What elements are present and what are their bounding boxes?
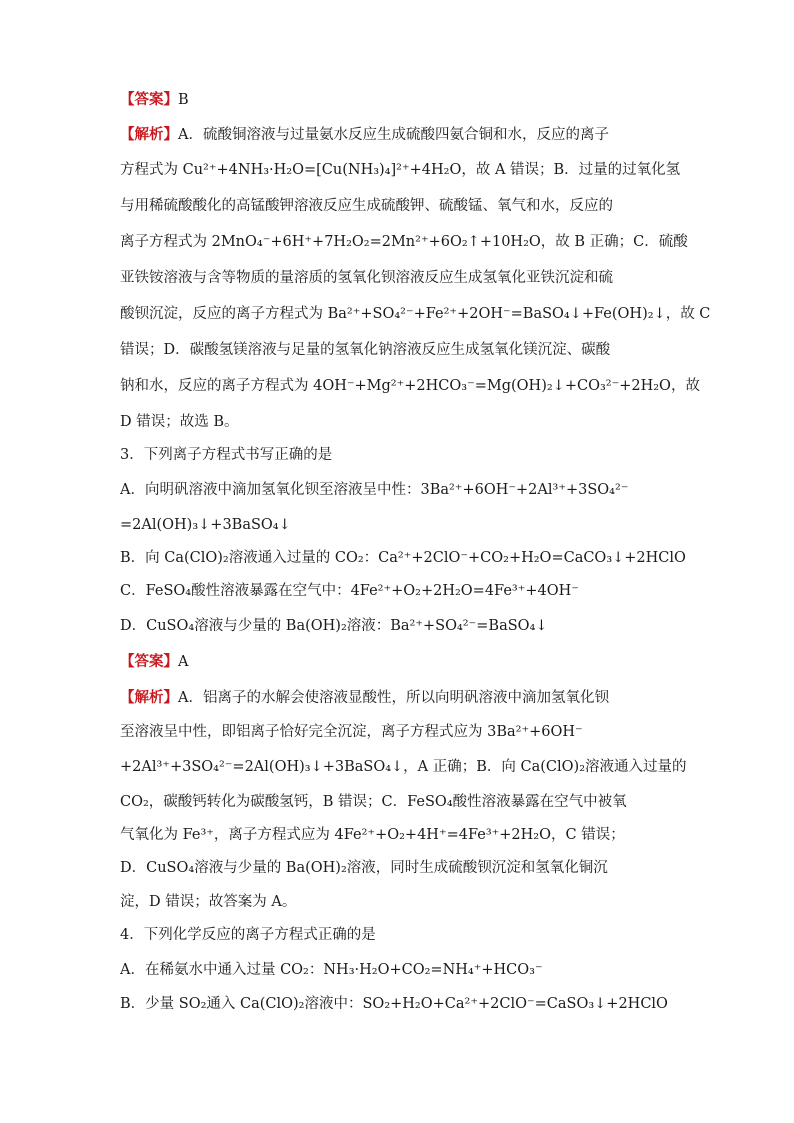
option-b: B．少量 SO₂通入 Ca(ClO)₂溶液中：SO₂+H₂O+Ca²⁺+2ClO⁻=CaSO₃↓+2HClO bbox=[120, 996, 668, 1012]
option-b: B．向 Ca(ClO)₂溶液通入过量的 CO₂：Ca²⁺+2ClO⁻+CO₂+H₂O=CaCO₃↓+2HClO bbox=[120, 550, 686, 566]
analysis-text: A．铝离子的水解会使溶液显酸性，所以向明矾溶液中滴加氢氧化钡 bbox=[178, 690, 609, 706]
analysis-line: 离子方程式为 2MnO₄⁻+6H⁺+7H₂O₂=2Mn²⁺+6O₂↑+10H₂O，故 B 正确；C．硫酸 bbox=[120, 234, 688, 250]
analysis-line bbox=[120, 125, 680, 145]
option-d: D．CuSO₄溶液与少量的 Ba(OH)₂溶液：Ba²⁺+SO₄²⁻=BaSO₄↓ bbox=[120, 618, 548, 634]
analysis-text: A．硫酸铜溶液与过量氨水反应生成硫酸四氨合铜和水，反应的离子 bbox=[178, 127, 609, 143]
analysis-line: 与用稀硫酸酸化的高锰酸钾溶液反应生成硫酸钾、硫酸锰、氧气和水，反应的 bbox=[120, 198, 613, 214]
analysis-line: 钠和水，反应的离子方程式为 4OH⁻+Mg²⁺+2HCO₃⁻=Mg(OH)₂↓+CO₃²⁻+2H₂O，故 bbox=[120, 378, 700, 394]
analysis-label: 【解析】 bbox=[120, 126, 178, 143]
analysis-label: 【解析】 bbox=[120, 689, 178, 706]
answer-line bbox=[120, 90, 680, 110]
question-stem: 3．下列离子方程式书写正确的是 bbox=[120, 447, 333, 463]
analysis-line bbox=[120, 688, 680, 708]
option-a: A．在稀氨水中通入过量 CO₂：NH₃·H₂O+CO₂=NH₄⁺+HCO₃⁻ bbox=[120, 962, 543, 978]
option-c: C．FeSO₄酸性溶液暴露在空气中：4Fe²⁺+O₂+2H₂O=4Fe³⁺+4OH⁻ bbox=[120, 583, 579, 599]
analysis-line: 酸钡沉淀，反应的离子方程式为 Ba²⁺+SO₄²⁻+Fe²⁺+2OH⁻=BaSO₄↓+Fe(OH)₂↓，故 C bbox=[120, 306, 711, 322]
answer-label: 【答案】 bbox=[120, 91, 178, 108]
option-a-continued: =2Al(OH)₃↓+3BaSO₄↓ bbox=[120, 517, 291, 533]
analysis-line: D 错误；故选 B。 bbox=[120, 414, 239, 430]
answer-value: A bbox=[178, 654, 189, 670]
analysis-line: 错误；D．碳酸氢镁溶液与足量的氢氧化钠溶液反应生成氢氧化镁沉淀、碳酸 bbox=[120, 342, 611, 358]
analysis-line: CO₂，碳酸钙转化为碳酸氢钙，B 错误；C．FeSO₄酸性溶液暴露在空气中被氧 bbox=[120, 794, 627, 810]
analysis-line: 淀，D 错误；故答案为 A。 bbox=[120, 894, 297, 910]
analysis-line: D．CuSO₄溶液与少量的 Ba(OH)₂溶液，同时生成硫酸钡沉淀和氢氧化铜沉 bbox=[120, 860, 608, 876]
answer-value: B bbox=[178, 92, 189, 108]
answer-label: 【答案】 bbox=[120, 653, 178, 670]
option-a: A．向明矾溶液中滴加氢氧化钡至溶液呈中性：3Ba²⁺+6OH⁻+2Al³⁺+3SO₄²⁻ bbox=[120, 482, 629, 498]
analysis-line: 亚铁铵溶液与含等物质的量溶质的氢氧化钡溶液反应生成氢氧化亚铁沉淀和硫 bbox=[120, 270, 613, 286]
analysis-line: 至溶液呈中性，即铝离子恰好完全沉淀，离子方程式应为 3Ba²⁺+6OH⁻ bbox=[120, 724, 583, 740]
analysis-line: +2Al³⁺+3SO₄²⁻=2Al(OH)₃↓+3BaSO₄↓，A 正确；B．向 Ca(ClO)₂溶液通入过量的 bbox=[120, 759, 687, 775]
answer-line bbox=[120, 652, 680, 672]
analysis-line: 气氧化为 Fe³⁺，离子方程式应为 4Fe²⁺+O₂+4H⁺=4Fe³⁺+2H₂O，C 错误； bbox=[120, 827, 625, 843]
analysis-line: 方程式为 Cu²⁺+4NH₃·H₂O=[Cu(NH₃)₄]²⁺+4H₂O，故 A 错误；B．过量的过氧化氢 bbox=[120, 162, 681, 178]
question-stem: 4．下列化学反应的离子方程式正确的是 bbox=[120, 927, 376, 943]
